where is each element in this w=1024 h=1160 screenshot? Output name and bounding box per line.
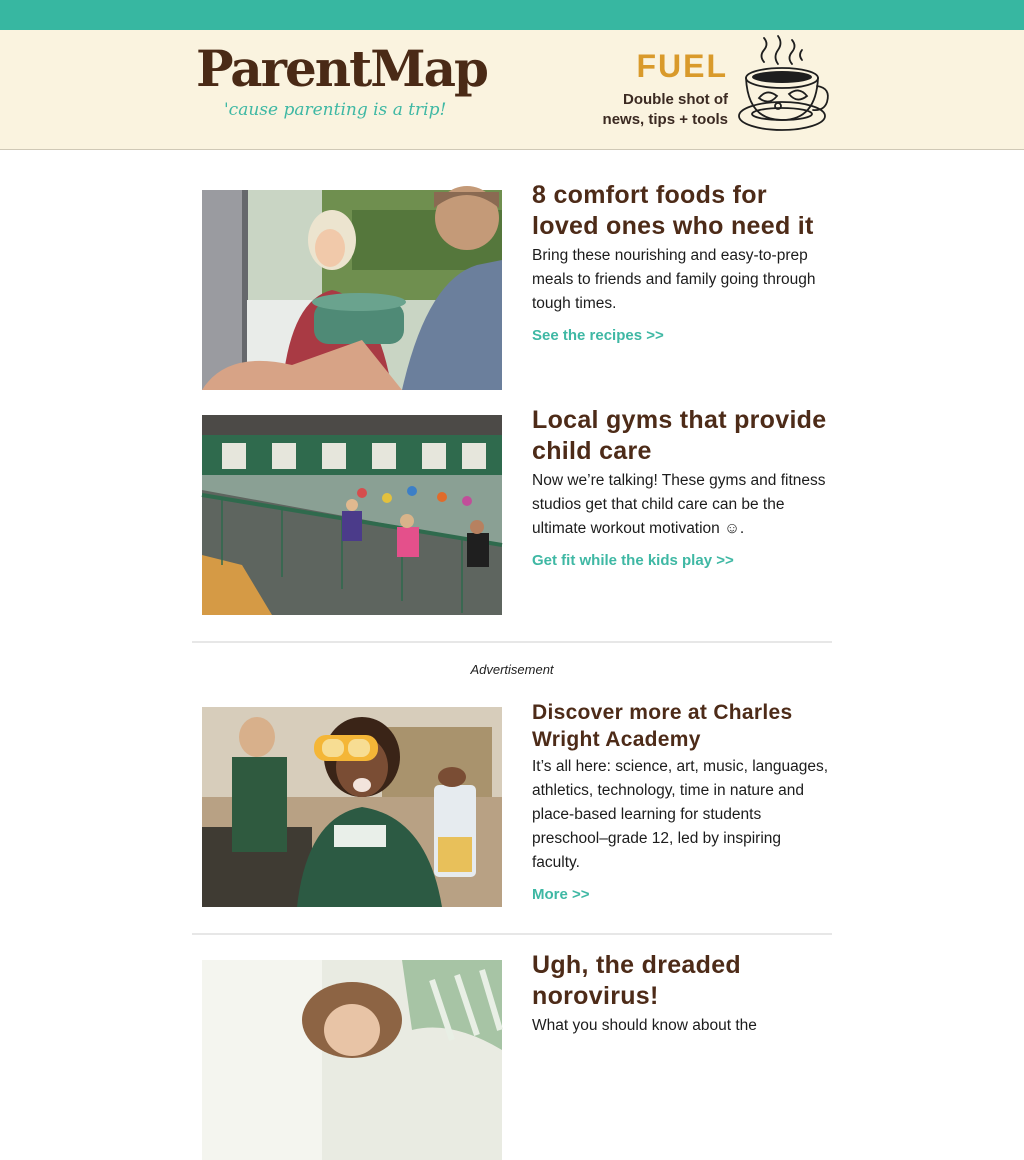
comfort-foods-image[interactable] [202,190,502,390]
norovirus-image[interactable] [202,960,502,1160]
more-link[interactable]: More >> [532,886,590,903]
story-headline[interactable]: Local gyms that provide child care [532,406,827,465]
top-accent-bar [0,0,1024,30]
fuel-title: FUEL [636,48,728,84]
story-norovirus [202,951,832,1034]
get-fit-link[interactable]: Get fit while the kids play >> [532,552,734,569]
story-text [532,405,832,571]
section-divider [192,641,832,643]
story-charles-wright-academy [202,701,832,907]
charles-wright-image[interactable] [202,707,502,907]
story-local-gyms [202,406,832,615]
story-headline[interactable]: 8 comfort foods for loved ones who need it [532,181,814,240]
section-divider [192,933,832,935]
advertisement-label: Advertisement [470,662,554,677]
logo-tagline: 'cause parenting is a trip! [224,100,447,120]
newsletter-header [0,30,1024,150]
local-gyms-image[interactable] [202,415,502,615]
story-headline[interactable]: Ugh, the dreaded norovirus! [532,951,741,1010]
story-headline[interactable]: Discover more at Charles Wright Academy [532,701,793,751]
parentmap-logo[interactable]: ParentMap [196,39,487,98]
fuel-subtitle-line2: news, tips + tools [602,111,728,128]
story-text [532,180,832,346]
story-text [532,950,832,1038]
see-recipes-link[interactable]: See the recipes >> [532,327,664,344]
story-summary: What you should know about the [532,1017,757,1034]
story-summary: Bring these nourishing and easy-to-prep meals to friends and family going through tough times. [532,247,816,312]
fuel-subtitle-line1: Double shot of [623,91,728,108]
story-summary: Now we’re talking! These gyms and fitness studios get that child care can be the ultimate workout motivation ☺. [532,472,826,537]
story-text [532,699,832,905]
coffee-cup-icon [734,34,830,144]
story-comfort-foods [202,181,832,390]
story-summary: It’s all here: science, art, music, languages, athletics, technology, time in nature and place-based learning for students preschool–grade 12, led by inspiring faculty. [532,758,829,871]
